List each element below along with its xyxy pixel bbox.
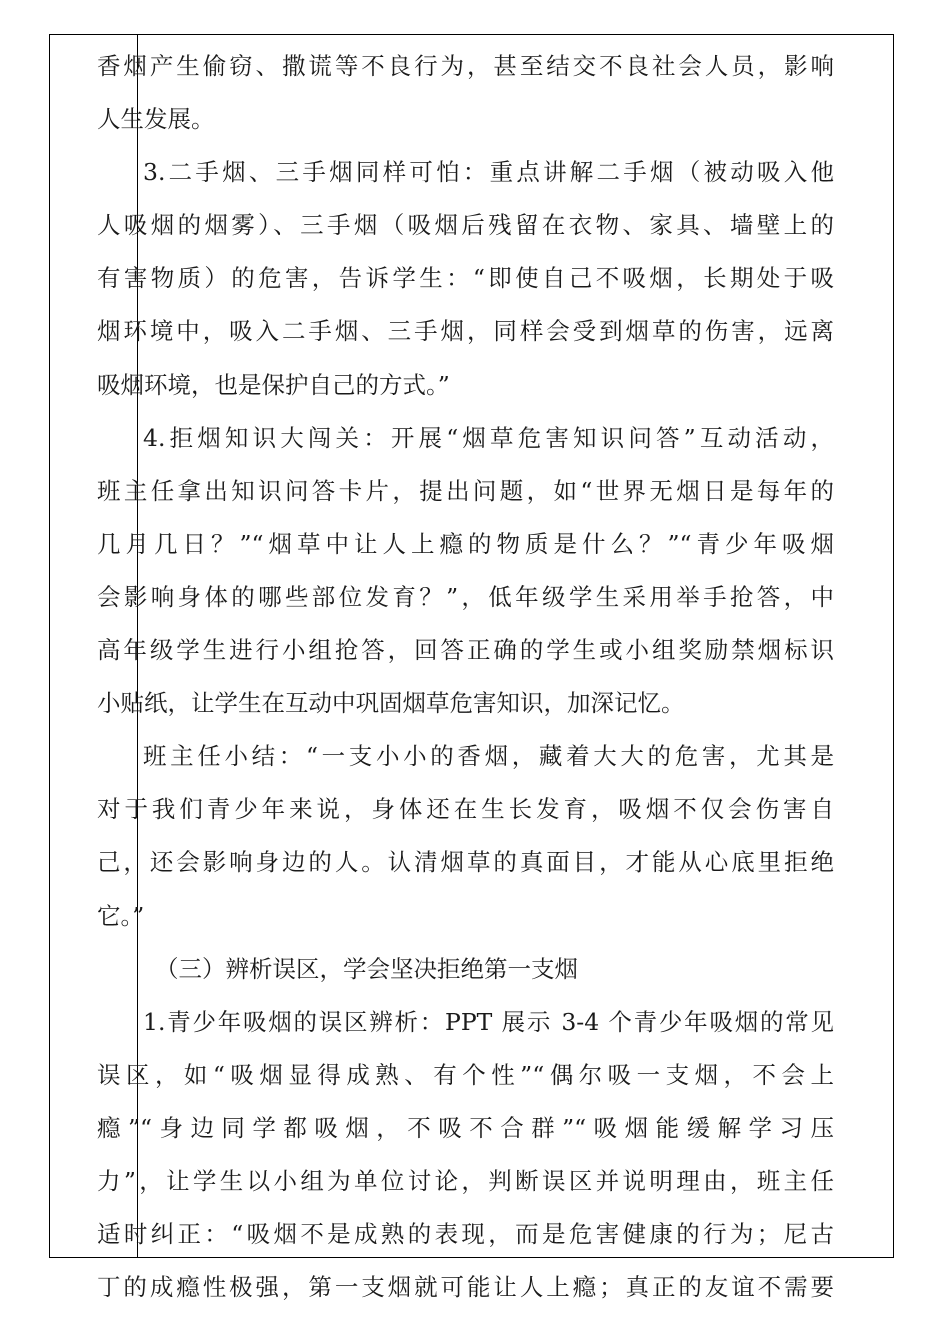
text-line: 适时纠正：“吸烟不是成熟的表现，而是危害健康的行为；尼古 xyxy=(97,1220,834,1249)
text-line: （三）辨析误区，学会坚决拒绝第一支烟 xyxy=(155,954,578,983)
text-line: 丁的成瘾性极强，第一支烟就可能让人上瘾；真正的友谊不需要 xyxy=(97,1273,834,1302)
text-line: 人吸烟的烟雾）、三手烟（吸烟后残留在衣物、家具、墙壁上的 xyxy=(97,211,834,240)
text-line: 己，还会影响身边的人。认清烟草的真面目，才能从心底里拒绝 xyxy=(97,848,834,877)
document-body xyxy=(97,40,834,1314)
text-line: 误区，如“吸烟显得成熟、有个性”“偶尔吸一支烟，不会上 xyxy=(97,1060,834,1089)
text-line: 班主任小结：“一支小小的香烟，藏着大大的危害，尤其是 xyxy=(143,742,834,771)
text-line: 香烟产生偷窃、撒谎等不良行为，甚至结交不良社会人员，影响 xyxy=(97,52,834,80)
text-line: 4.拒烟知识大闯关：开展“烟草危害知识问答”互动活动， xyxy=(143,423,834,452)
text-line: 力”，让学生以小组为单位讨论，判断误区并说明理由，班主任 xyxy=(97,1166,834,1195)
text-line: 吸烟环境，也是保护自己的方式。” xyxy=(97,370,450,399)
text-line: 对于我们青少年来说，身体还在生长发育，吸烟不仅会伤害自 xyxy=(97,795,834,824)
text-line: 它。” xyxy=(97,901,145,930)
text-line: 1.青少年吸烟的误区辨析：PPT 展示 3-4 个青少年吸烟的常见 xyxy=(143,1007,834,1036)
text-line: 3.二手烟、三手烟同样可怕：重点讲解二手烟（被动吸入他 xyxy=(143,158,834,187)
text-line: 瘾”“身边同学都吸烟，不吸不合群”“吸烟能缓解学习压 xyxy=(97,1113,834,1142)
text-line: 人生发展。 xyxy=(97,105,215,134)
text-line: 高年级学生进行小组抢答，回答正确的学生或小组奖励禁烟标识 xyxy=(97,636,834,665)
text-line: 会影响身体的哪些部位发育？”，低年级学生采用举手抢答，中 xyxy=(97,582,834,611)
text-line: 班主任拿出知识问答卡片，提出问题，如“世界无烟日是每年的 xyxy=(97,476,834,505)
text-line: 几月几日？”“烟草中让人上瘾的物质是什么？”“青少年吸烟 xyxy=(97,529,834,558)
text-line: 有害物质）的危害，告诉学生：“即使自己不吸烟，长期处于吸 xyxy=(97,264,834,293)
text-line: 小贴纸，让学生在互动中巩固烟草危害知识，加深记忆。 xyxy=(97,689,685,718)
text-line: 烟环境中，吸入二手烟、三手烟，同样会受到烟草的伤害，远离 xyxy=(97,317,834,346)
